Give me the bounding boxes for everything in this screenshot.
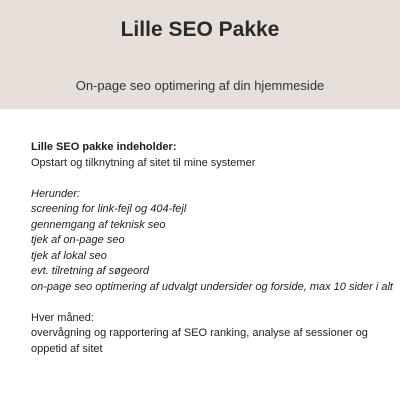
herunder-item: screening for link-fejl og 404-fejl (31, 203, 187, 215)
herunder-item: on-page seo optimering af udvalgt undersider og forside, max 10 sider i alt (31, 280, 393, 293)
herunder-heading: Herunder: (31, 187, 80, 200)
header-banner (0, 0, 400, 109)
package-description (31, 140, 393, 357)
herunder-item: gennemgang af teknisk seo (31, 218, 166, 231)
spacer (31, 295, 376, 311)
herunder-item: tjek af lokal seo (31, 249, 107, 262)
monthly-heading: Hver måned: (31, 311, 94, 324)
page-subtitle: On-page seo optimering af din hjemmeside (75, 78, 325, 93)
intro-text: Opstart og tilknytning af sitet til mine systemer (31, 156, 256, 169)
spacer (31, 171, 376, 187)
page-title: Lille SEO Pakke (120, 18, 280, 41)
intro-heading: Lille SEO pakke indeholder: (31, 141, 177, 153)
monthly-text-line: overvågning og rapportering af SEO ranking, analyse af sessioner og (31, 327, 368, 339)
herunder-item: evt. tilretning af søgeord (31, 265, 150, 277)
herunder-item: tjek af on-page seo (31, 234, 125, 246)
monthly-text-line: oppetid af sitet (31, 342, 103, 355)
